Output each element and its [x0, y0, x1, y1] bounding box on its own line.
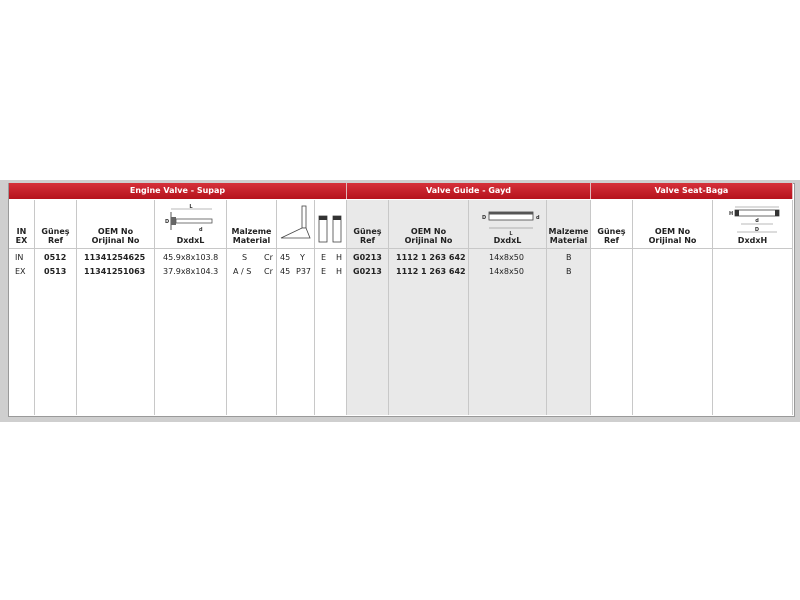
row-guide-mat: B — [566, 267, 572, 276]
seat-dimension-diagram — [713, 202, 793, 238]
guide-dimension-diagram — [469, 202, 547, 238]
row-oem: 11341254625 — [84, 253, 146, 262]
row-mat2: Cr — [264, 253, 273, 262]
row-e: E — [321, 253, 327, 262]
svg-text:d: d — [755, 218, 759, 224]
row-oem: 11341251063 — [84, 267, 146, 276]
header-guide-material: Malzeme Material — [547, 200, 591, 249]
section-valve-guide: Valve Guide - Gayd — [347, 183, 591, 199]
header-guide-dxdxl: L D d DxdxL — [469, 200, 547, 249]
header-seat-gunes-ref: Güneş Ref — [591, 200, 633, 249]
row-inex: EX — [15, 267, 26, 276]
row-guide-mat: B — [566, 253, 572, 262]
header-material: Malzeme Material — [227, 200, 277, 249]
row-mat1: S — [242, 253, 248, 262]
header-guide-gunes-ref: Güneş Ref — [347, 200, 389, 249]
section-engine-valve: Engine Valve - Supap — [9, 183, 347, 199]
row-dim: 45.9x8x103.8 — [163, 253, 219, 262]
row-mat2: Cr — [264, 267, 273, 276]
col-seat-dim — [713, 249, 793, 415]
row-ref: 0512 — [44, 253, 67, 262]
row-guide-oem: 1112 1 263 642 — [396, 267, 466, 276]
header-inex: IN EX — [9, 200, 35, 249]
header-seat-oem: OEM No Orijinal No — [633, 200, 713, 249]
valve-dimension-diagram — [155, 202, 227, 238]
valve-angle-icon — [277, 204, 315, 244]
header-seat-dxdxh: H d D DxdxH — [713, 200, 793, 249]
row-dim: 37.9x8x104.3 — [163, 267, 219, 276]
row-ref: 0513 — [44, 267, 67, 276]
row-guide-ref: G0213 — [353, 253, 382, 262]
row-e: E — [321, 267, 327, 276]
header-oem: OEM No Orijinal No — [77, 200, 155, 249]
svg-text:L: L — [509, 231, 513, 237]
header-angle — [277, 200, 315, 249]
row-angle: 45 — [280, 267, 291, 276]
row-mat1: A / S — [233, 267, 252, 276]
svg-text:d: d — [536, 215, 540, 221]
svg-text:D: D — [165, 219, 170, 225]
col-seat-ref — [591, 249, 633, 415]
header-eh — [315, 200, 347, 249]
section-valve-seat: Valve Seat-Baga — [591, 183, 793, 199]
svg-text:H: H — [729, 211, 734, 217]
row-seat: Y — [300, 253, 305, 262]
header-gunes-ref: Güneş Ref — [35, 200, 77, 249]
col-seat-oem — [633, 249, 713, 415]
svg-text:d: d — [199, 227, 203, 233]
svg-text:D: D — [754, 227, 760, 233]
header-dxdxl: L D d DxdxL — [155, 200, 227, 249]
row-guide-dim: 14x8x50 — [489, 267, 524, 276]
valve-tip-icon — [315, 206, 347, 246]
header-guide-oem: OEM No Orijinal No — [389, 200, 469, 249]
row-angle: 45 — [280, 253, 291, 262]
row-guide-ref: G0213 — [353, 267, 382, 276]
row-guide-dim: 14x8x50 — [489, 253, 524, 262]
svg-text:D: D — [482, 215, 487, 221]
col-eh — [315, 249, 347, 415]
svg-text:L: L — [189, 204, 193, 210]
row-h: H — [336, 267, 343, 276]
row-seat: P37 — [296, 267, 312, 276]
row-guide-oem: 1112 1 263 642 — [396, 253, 466, 262]
row-h: H — [336, 253, 343, 262]
row-inex: IN — [15, 253, 24, 262]
